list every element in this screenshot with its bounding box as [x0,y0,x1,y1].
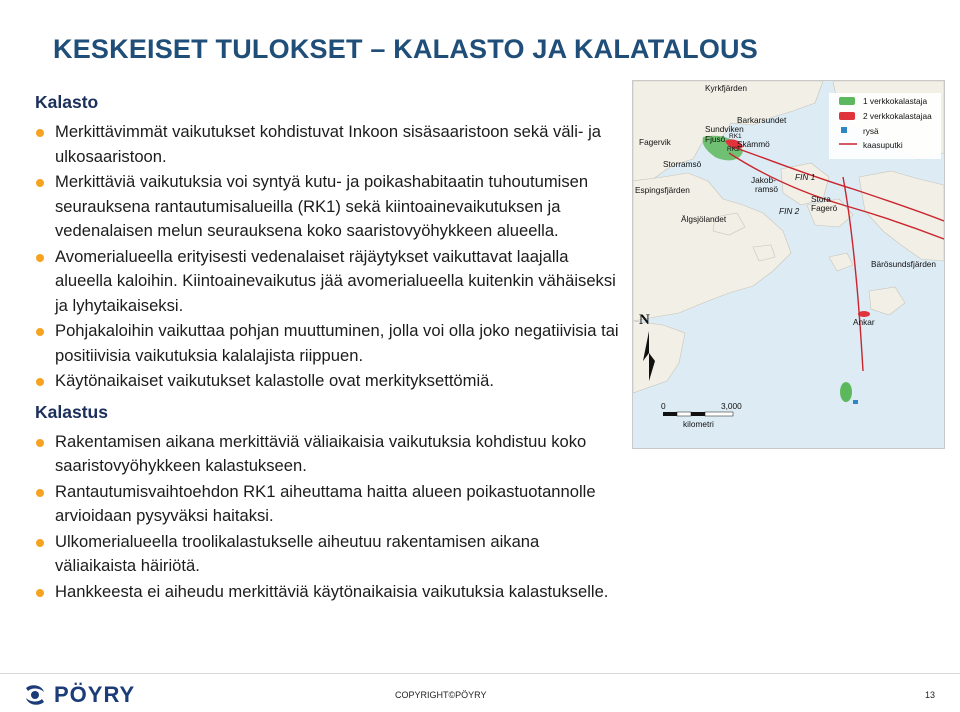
legend-swatch-green [839,97,855,105]
legend-label: kaasuputki [863,140,903,150]
logo-wordmark: PÖYRY [54,682,136,707]
bullet-list-kalastus [35,430,625,605]
scale-segment [677,412,691,416]
scale-label: 0 [661,401,666,411]
list-item: Ulkomerialueella troolikalastukselle aiheutuu rakentamisen aikana väliaikaista häiriötä. [35,530,625,579]
place-name: RK1 [729,133,742,140]
place-name: Ankar [853,317,875,327]
poyry-logo-icon [22,684,48,706]
place-name: RK2 [727,146,740,153]
list-item: Merkittävimmät vaikutukset kohdistuvat Inkoon sisäsaaristoon sekä väli- ja ulkosaaristoon. [35,120,625,169]
place-name: Barkarsundet [737,115,787,125]
place-name: Fagerö [811,203,838,213]
trap-marker [853,400,858,404]
place-name: Kyrkfjärden [705,83,747,93]
scale-segment [705,412,733,416]
place-name: FIN 2 [779,206,800,216]
copyright-notice: COPYRIGHT©PÖYRY [395,690,487,700]
place-name: Fagervik [639,137,671,147]
slide-content [35,90,625,610]
place-name: Fjusö [705,134,726,144]
place-name: Sundviken [705,124,744,134]
footer-divider [0,673,960,674]
scale-label: 3,000 [721,401,742,411]
scale-segment [663,412,677,416]
north-arrow-label: N [639,312,650,328]
place-name: Espingsfjärden [635,185,690,195]
list-item: Merkittäviä vaikutuksia voi syntyä kutu- ja poikashabitaatin tuhoutumisen seurauksena rantautumisalueilla (RK1) sekä kiintoainevaikutuksen ja vedenalaisen melun seurauksena koko saaristovyöhykkeen alueella. [35,170,625,244]
legend-label: rysä [863,126,879,136]
place-name: Bärösundsfjärden [871,259,937,269]
place-name: Storramsö [663,159,702,169]
list-item: Käytönaikaiset vaikutukset kalastolle ovat merkityksettömiä. [35,369,625,394]
bullet-list-kalasto [35,120,625,394]
place-name: Skämmö [737,139,770,149]
list-item: Rantautumisvaihtoehdon RK1 aiheuttama haitta alueen poikastuotannolle arvioidaan pysyväksi haitaksi. [35,480,625,529]
legend-swatch-trap [841,127,847,133]
page-number: 13 [925,690,936,700]
list-item: Rakentamisen aikana merkittäviä väliaikaisia vaikutuksia kohdistuu koko saaristovyöhykkeen kalastukseen. [35,430,625,479]
list-item: Hankkeesta ei aiheudu merkittäviä käytönaikaisia vaikutuksia kalastukselle. [35,580,625,605]
list-item: Avomerialueella erityisesti vedenalaiset räjäytykset vaikuttavat laajalla alueella kaloihin. Kiintoainevaikutus jää avomerialueella kuitenkin vähäiseksi ja lyhytaikaiseksi. [35,245,625,319]
fisher-area-green-south [840,382,852,402]
place-name: Stora [811,194,831,204]
place-name: Jakob- [751,175,776,185]
place-name: FIN 1 [795,172,816,182]
fishing-map [632,80,945,449]
place-name: Älgsjölandet [681,214,727,224]
legend-label: 1 verkkokalastaja [863,96,928,106]
section-heading-kalasto: Kalasto [35,92,99,112]
place-name: ramsö [755,184,779,194]
slide-title: KESKEISET TULOKSET – KALASTO JA KALATALOUS [53,34,758,64]
scale-unit: kilometri [683,419,714,429]
legend-label: 2 verkkokalastajaa [863,111,932,121]
poyry-logo [22,683,135,707]
list-item: Pohjakaloihin vaikuttaa pohjan muuttuminen, jolla voi olla joko negatiivisia tai positiivisia vaikutuksia kalalajista riippuen. [35,319,625,368]
section-heading-kalastus: Kalastus [35,401,108,422]
map-legend [829,93,941,159]
scale-segment [691,412,705,416]
legend-swatch-red [839,112,855,120]
map-graphic [633,81,944,448]
